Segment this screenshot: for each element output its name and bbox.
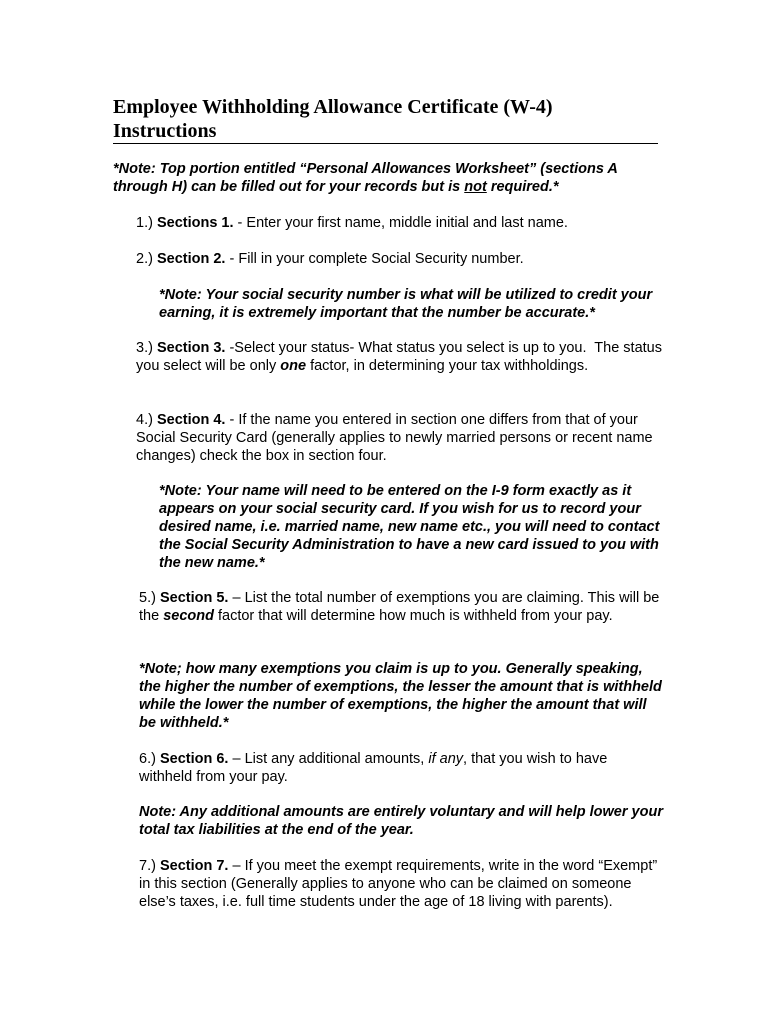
ssn-note: *Note: Your social security number is what will be utilized to credit your earning, it is extremely important that the number be accurate.* <box>159 287 653 321</box>
item-text: - If the name you entered in section one differs from that of your Social Security Card (generally applies to newly married persons or recent name changes) check the box in section four. <box>136 412 653 464</box>
item-heading: Section 2. <box>156 251 226 267</box>
item-number: 4.) <box>136 412 157 428</box>
item-heading: Section 6. <box>159 751 229 767</box>
additional-amounts-note: Note: Any additional amounts are entirely voluntary and will help lower your total tax liabilities at the end of the year. <box>139 804 663 838</box>
item-text-before: – List the total number of exemptions you are claiming. This will be the <box>139 590 660 624</box>
item-text: - Fill in your complete Social Security number. <box>225 251 524 267</box>
item-text-before: -Select your status- What status you select is up to you. The status you select will be only <box>136 340 675 374</box>
intro-note-before: *Note: Top portion entitled “Personal Allowances Worksheet” (sections A through H) can be filled out for your records but is <box>113 161 618 195</box>
item-number: 3.) <box>136 340 157 356</box>
intro-note-underlined-word: not <box>464 179 487 195</box>
item-text: - Enter your first name, middle initial and last name. <box>233 215 568 231</box>
instruction-item-1 <box>136 214 666 232</box>
item-heading: Section 5. <box>159 590 229 606</box>
item-text-after: , that you wish to have withheld from your pay. <box>139 751 608 785</box>
item-heading: Section 7. <box>159 858 229 874</box>
instruction-item-2 <box>136 250 666 268</box>
instruction-item-7 <box>139 857 664 911</box>
instruction-item-6 <box>139 750 664 786</box>
item-heading: Sections 1. <box>156 215 234 231</box>
exemptions-note: *Note; how many exemptions you claim is up to you. Generally speaking, the higher the number of exemptions, the lesser the amount that is withheld while the lower the number of exemptions, the higher the amount that will be withheld.* <box>139 661 662 731</box>
item-emphasis: second <box>163 608 214 624</box>
title-line-2: Instructions <box>113 120 217 142</box>
name-note: *Note: Your name will need to be entered on the I-9 form exactly as it appears on your social security card. If you wish for us to record your desired name, i.e. married name, new name etc., you will need to contact the Social Security Administration to have a new card issued to you with the new name.* <box>159 483 660 571</box>
item-number: 5.) <box>139 590 160 606</box>
instruction-item-3 <box>136 339 675 375</box>
instruction-item-5 <box>139 589 664 625</box>
item-number: 7.) <box>139 858 160 874</box>
intro-note <box>113 160 658 196</box>
item-number: 6.) <box>139 751 160 767</box>
item-heading: Section 3. <box>156 340 226 356</box>
item-text-after: factor that will determine how much is withheld from your pay. <box>213 608 613 624</box>
item-number: 1.) <box>136 215 157 231</box>
item-text-before: – List any additional amounts, <box>228 751 429 767</box>
title-line-1: Employee Withholding Allowance Certificate (W-4) <box>113 96 553 118</box>
item-emphasis: if any <box>428 751 464 767</box>
title-underline-rule <box>113 143 658 144</box>
page-title <box>113 95 653 143</box>
item-heading: Section 4. <box>156 412 226 428</box>
item-emphasis: one <box>280 358 307 374</box>
item-number: 2.) <box>136 251 157 267</box>
intro-note-after: required.* <box>486 179 559 195</box>
item-text: – If you meet the exempt requirements, write in the word “Exempt” in this section (Generally applies to anyone who can be claimed on someone else’s taxes, i.e. full time students under the age of 18 living with parents). <box>139 858 658 910</box>
instruction-item-4 <box>136 411 666 465</box>
item-text-after: factor, in determining your tax withholdings. <box>306 358 589 374</box>
